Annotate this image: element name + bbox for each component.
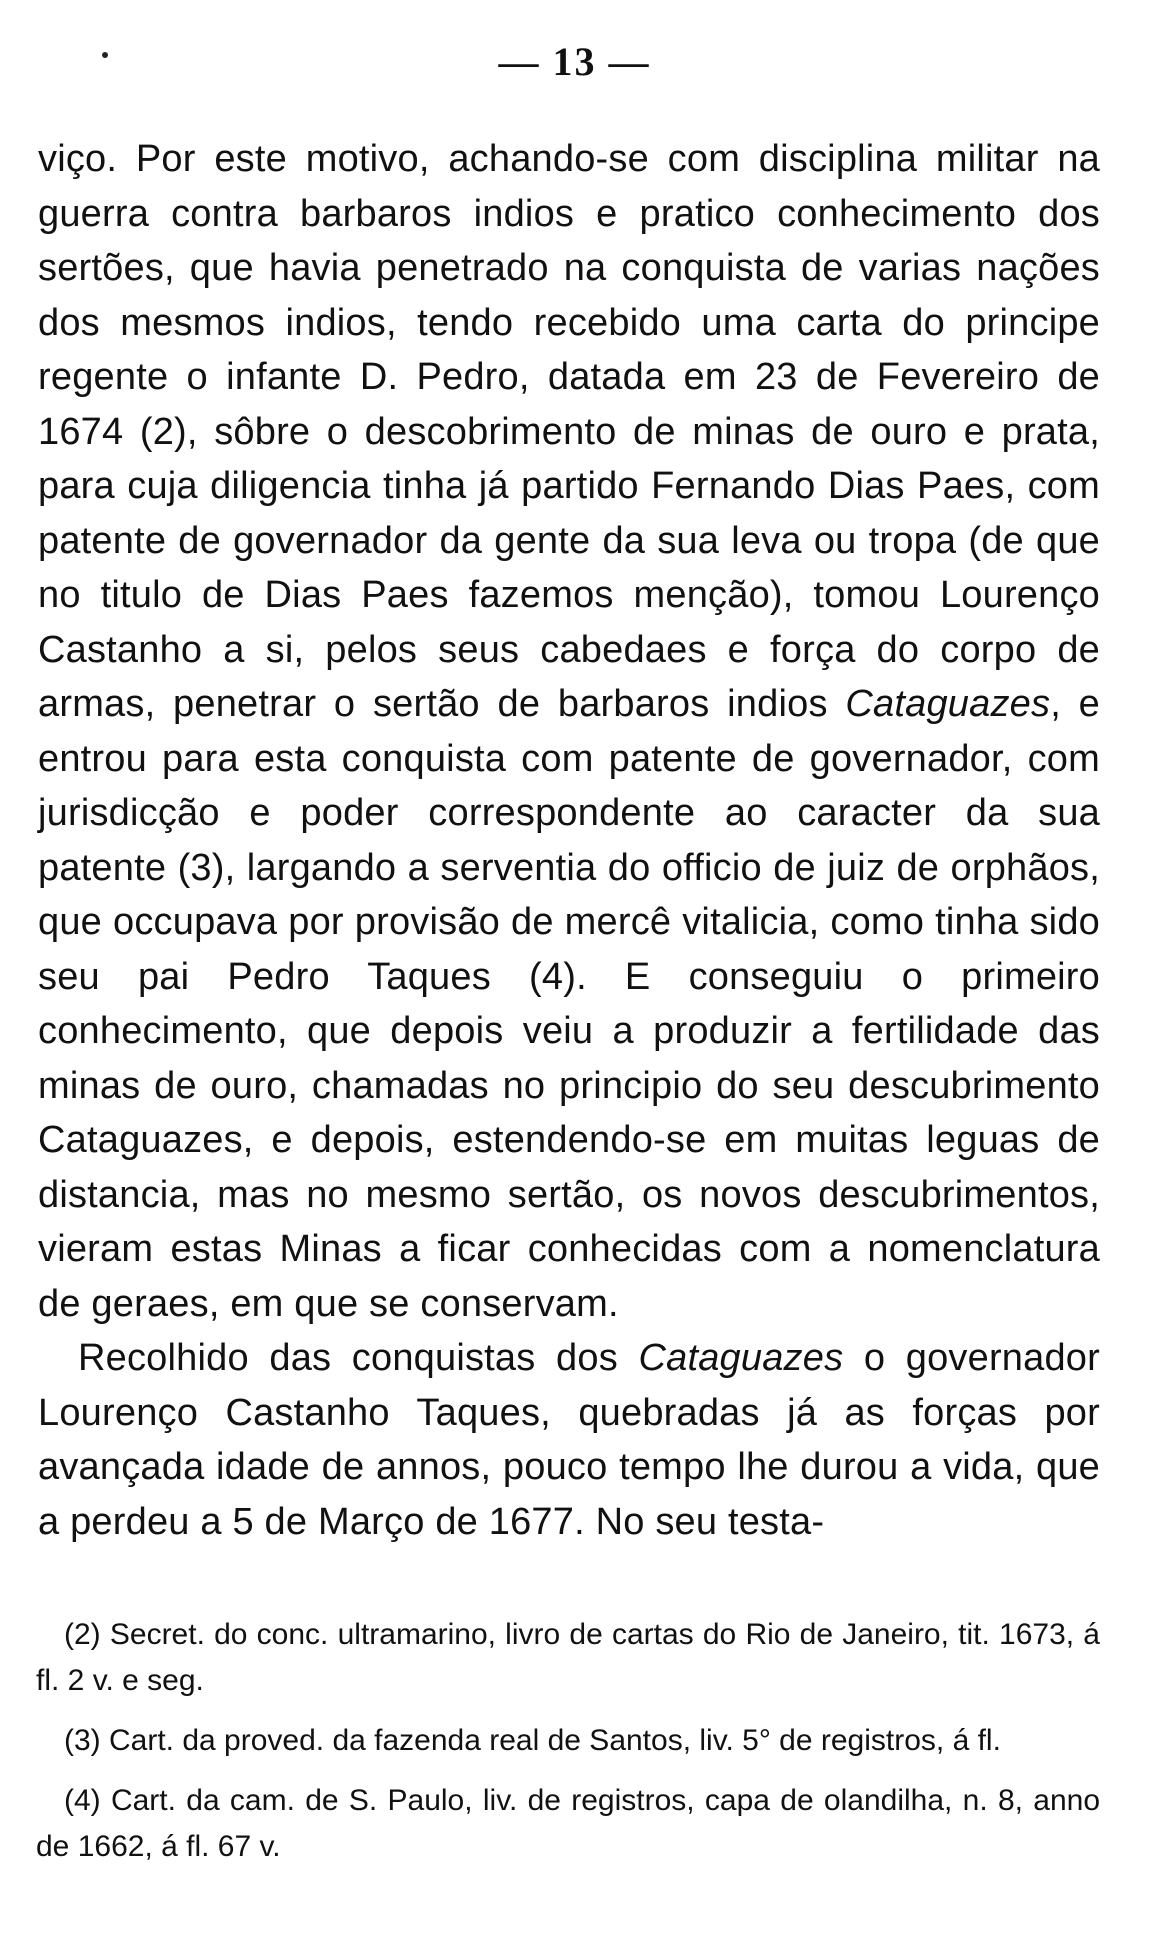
footnote-3: (3) Cart. da proved. da fazenda real de Santos, liv. 5° de registros, á fl.: [64, 1724, 1001, 1757]
footnote-2: (2) Secret. do conc. ultramarino, livro de cartas do Rio de Janeiro, tit. 1673, á fl. 2 v. e seg.: [36, 1618, 1100, 1697]
paragraph-1-italic: Cataguazes: [845, 683, 1051, 725]
paragraph-2-part-1: Recolhido das conquistas dos: [78, 1337, 639, 1379]
footnotes: [36, 1612, 1100, 1884]
paragraph-2-part-2: o governador Lourenço Castanho Taques, quebradas já as forças por avançada idade de annos, pouco tempo lhe durou a vida, que a perdeu a 5 de Março de 1677. No seu testa-: [38, 1337, 1100, 1543]
paragraph-1-part-2: , e entrou para esta conquista com patente de governador, com jurisdicção e poder correspondente ao caracter da sua patente (3), largando a serventia do officio de juiz de orphãos, que occupava por provisão de mercê vitalicia, como tinha sido seu pai Pedro Taques (4). E conseguiu o primeiro conhecimento, que depois veiu a produzir a fertilidade das minas de ouro, chamadas no principio do seu descubrimento Cataguazes, e depois, estendendo-se em muitas leguas de distancia, mas no mesmo sertão, os novos descubrimentos, vieram estas Minas a ficar conhecidas com a nomenclatura de geraes, em que se conservam.: [38, 683, 1100, 1325]
paragraph-2: [38, 1331, 1100, 1549]
paragraph-1-part-1: viço. Por este motivo, achando-se com disciplina militar na guerra contra barbaros indios e pratico conhecimento dos sertões, que havia penetrado na conquista de varias nações dos mesmos indios, tendo recebido uma carta do principe regente o infante D. Pedro, datada em 23 de Fevereiro de 1674 (2), sôbre o descobrimento de minas de ouro e prata, para cuja diligencia tinha já partido Fernando Dias Paes, com patente de governador da gente da sua leva ou tropa (de que no titulo de Dias Paes fazemos menção), tomou Lourenço Castanho a si, pelos seus cabedaes e força do corpo de armas, penetrar o sertão de barbaros indios: [38, 138, 1100, 725]
main-text: [38, 132, 1100, 1549]
footnote-4: (4) Cart. da cam. de S. Paulo, liv. de registros, capa de olandilha, n. 8, anno de 1662, á fl. 67 v.: [36, 1784, 1100, 1863]
paragraph-1: [38, 132, 1100, 1331]
page-number: — 13 —: [498, 39, 651, 84]
paragraph-2-italic: Cataguazes: [638, 1337, 844, 1379]
